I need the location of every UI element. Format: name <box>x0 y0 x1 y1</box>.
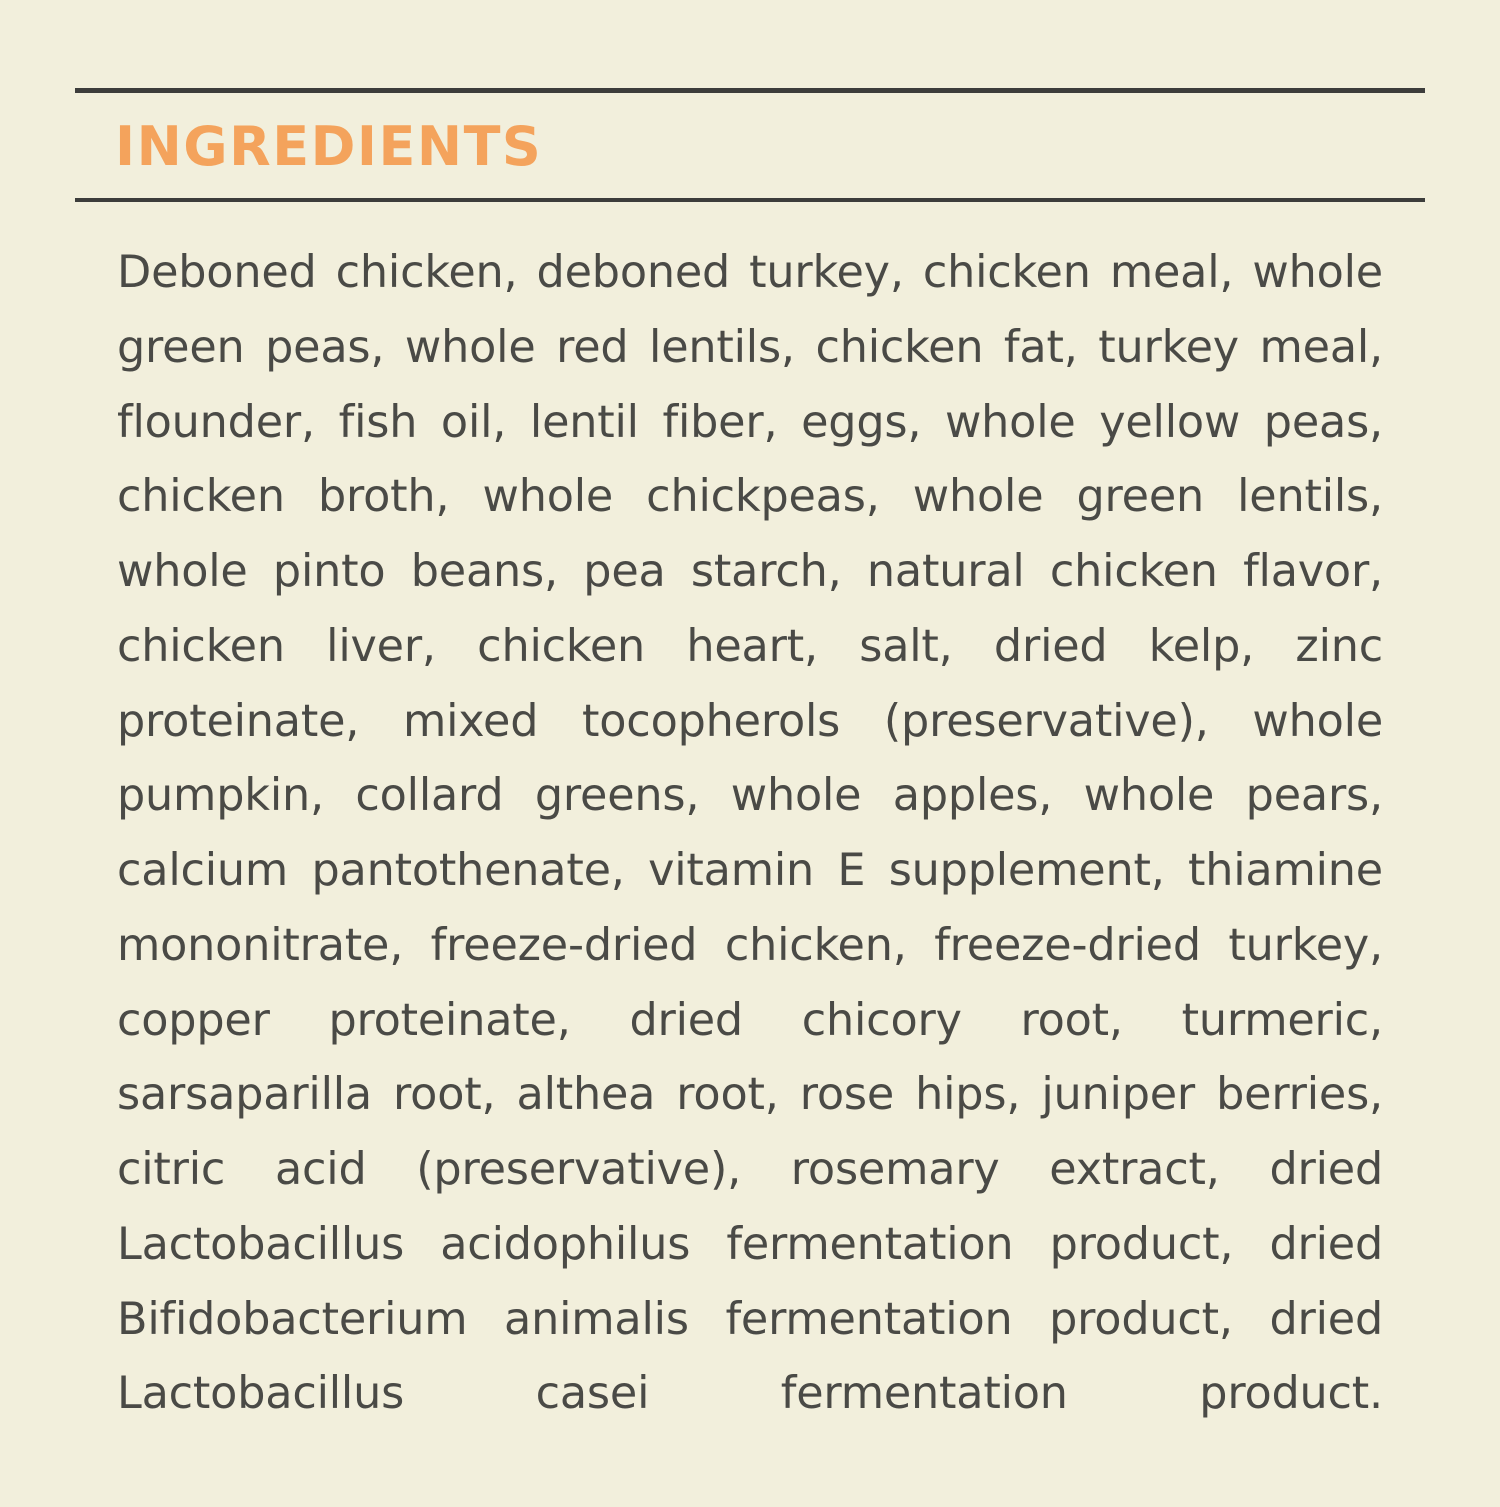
ingredients-panel <box>75 88 1425 1507</box>
ingredients-body: Deboned chicken, deboned turkey, chicken meal, whole green peas, whole red lentils, chicken fat, turkey meal, flounder, fish oil, lentil fiber, eggs, whole yellow peas, chicken broth, whole chickpeas, whole green lentils, whole pinto beans, pea starch, natural chicken flavor, chicken liver, chicken heart, salt, dried kelp, zinc proteinate, mixed tocopherols (preservative), whole pumpkin, collard greens, whole apples, whole pears, calcium pantothenate, vitamin E supplement, thiamine mononitrate, freeze-dried chicken, freeze-dried turkey, copper proteinate, dried chicory root, turmeric, sarsaparilla root, althea root, rose hips, juniper berries, citric acid (preservative), rosemary extract, dried Lactobacillus acidophilus fermentation product, dried Bifidobacterium animalis fermentation product, dried Lactobacillus casei fermentation product. <box>117 247 1383 1420</box>
bottom-divider <box>75 198 1425 202</box>
page-title: INGREDIENTS <box>115 115 543 178</box>
